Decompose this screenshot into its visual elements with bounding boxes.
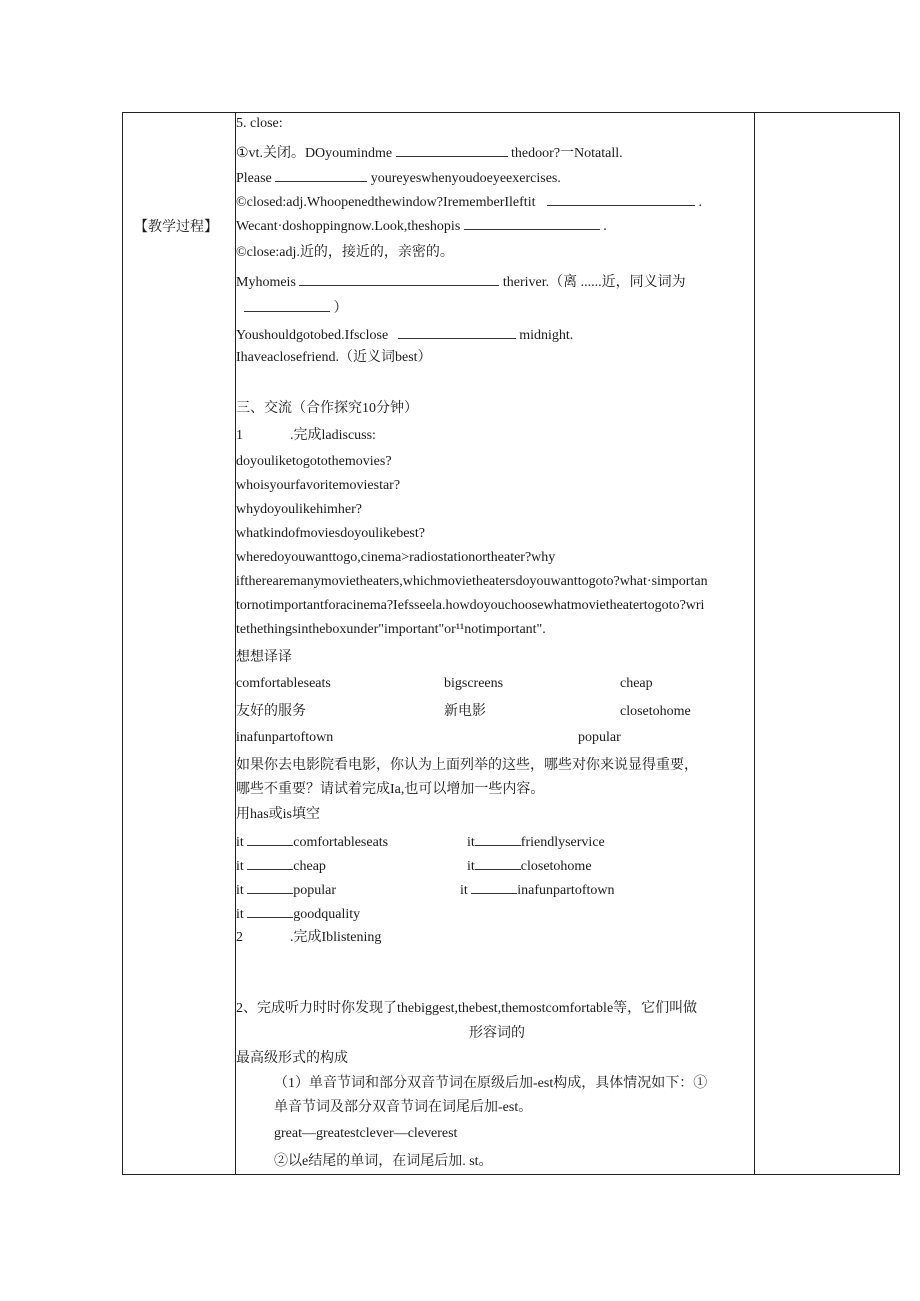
close-line-2-b: youreyeswhenyoudoeyeexercises. [370, 171, 561, 186]
fill-item-5: popular [293, 883, 337, 898]
close-line-8-a: Youshouldgotobed.Ifsclose [236, 328, 389, 343]
word-3: cheap [620, 676, 653, 691]
close-line-1-a: ①vt.关闭。DOyoumindme [236, 146, 393, 161]
superlative-line-1: 2、完成听力时时你发现了thebiggest,thebest,themostcomfortable等，它们叫做 [236, 1001, 698, 1016]
close-line-4 [236, 217, 607, 235]
close-line-1-b: thedoor?一Notatall. [511, 146, 623, 161]
fill-row-2-right [467, 857, 592, 875]
fill-item-4: closetohome [520, 859, 592, 874]
word-5: 新电影 [444, 704, 486, 719]
answer-blank [396, 144, 508, 157]
superlative-line-5: 单音节词及部分双音节词在词尾后加-est。 [274, 1100, 533, 1115]
exchange-item1-num: 1 [236, 428, 243, 443]
it-label: it [236, 859, 244, 874]
answer-blank [299, 273, 499, 286]
close-line-1 [236, 144, 623, 162]
question-5: wheredoyouwanttogo,cinema>radiostationortheater?why [236, 550, 556, 565]
close-line-6-b: theriver.（离 ......近，同义词为 [502, 275, 686, 290]
answer-blank [244, 299, 330, 312]
close-line-2-a: Please [236, 171, 272, 186]
superlative-line-7: ②以e结尾的单词，在词尾后加. st。 [274, 1154, 493, 1169]
close-line-6-a: Myhomeis [236, 275, 296, 290]
answer-blank [275, 169, 367, 182]
superlative-line-4: （1）单音节词和部分双音节词在原级后加-est构成，具体情况如下：① [274, 1076, 708, 1091]
it-label: it [236, 907, 244, 922]
section-label: 【教学过程】 [134, 220, 218, 235]
answer-blank [247, 857, 293, 870]
superlative-line-3: 最高级形式的构成 [236, 1051, 348, 1066]
question-8: tethethingsintheboxunder"important"or¹¹notimportant". [236, 622, 546, 637]
fill-item-3: cheap [293, 859, 326, 874]
close-heading: 5. close: [236, 116, 283, 131]
close-line-7-b: ） [333, 301, 348, 316]
fill-row-1-left [236, 833, 388, 851]
word-7: inafunpartoftown [236, 730, 334, 745]
superlative-line-2: 形容词的 [469, 1026, 525, 1041]
fill-row-3-right [460, 881, 614, 899]
question-7: tornotimportantforacinema?Iefsseela.howdoyouchoosewhatmovietheatertogoto?wri [236, 598, 705, 613]
fill-row-1-right [467, 833, 605, 851]
answer-blank [547, 193, 695, 206]
exchange-heading: 三、交流（合作探究10分钟） [236, 401, 418, 416]
answer-blank [475, 833, 521, 846]
exchange-item2-num: 2 [236, 930, 243, 945]
answer-blank [247, 905, 293, 918]
paragraph-line-2: 哪些不重要？请试着完成Ia,也可以增加一些内容。 [236, 782, 545, 797]
paragraph-line-1: 如果你去电影院看电影，你认为上面列举的这些，哪些对你来说显得重要， [236, 758, 698, 773]
question-2: whoisyourfavoritemoviestar? [236, 478, 401, 493]
close-line-9: Ihaveaclosefriend.（近义词best） [236, 350, 432, 365]
answer-blank [464, 217, 600, 230]
question-3: whydoyoulikehimher? [236, 502, 362, 517]
question-6: iftherearemanymovietheaters,whichmovietheatersdoyouwanttogoto?what·simportan [236, 574, 708, 589]
close-line-8 [236, 326, 573, 344]
close-line-8-b: midnight. [519, 328, 574, 343]
it-label: it [467, 835, 475, 850]
question-1: doyouliketogotothemovies? [236, 454, 392, 469]
fill-item-2: friendlyservice [520, 835, 605, 850]
think-translate: 想想译译 [236, 650, 292, 665]
superlative-line-6: great—greatestclever—cleverest [274, 1126, 458, 1141]
fill-item-6: inafunpartoftown [517, 883, 615, 898]
fill-row-4-left [236, 905, 360, 923]
close-line-4-b: . [603, 219, 607, 234]
close-line-7 [236, 299, 348, 317]
close-line-3-b: . [698, 195, 702, 210]
answer-blank [471, 881, 517, 894]
close-line-2 [236, 169, 561, 187]
fill-item-7: goodquality [293, 907, 361, 922]
exchange-item2-text: .完成Iblistening [290, 930, 382, 945]
column-divider-2 [754, 113, 755, 1174]
word-8: popular [578, 730, 621, 745]
fill-title: 用has或is填空 [236, 807, 320, 822]
it-label: it [467, 859, 475, 874]
answer-blank [475, 857, 521, 870]
word-1: comfortableseats [236, 676, 331, 691]
close-line-4-a: Wecant·doshoppingnow.Look,theshopis [236, 219, 461, 234]
exchange-item1-text: .完成ladiscuss: [290, 428, 376, 443]
answer-blank [398, 326, 516, 339]
question-4: whatkindofmoviesdoyoulikebest? [236, 526, 425, 541]
it-label: it [236, 883, 244, 898]
close-line-6 [236, 273, 686, 291]
it-label: it [236, 835, 244, 850]
fill-row-3-left [236, 881, 336, 899]
close-line-3-a: ©closed:adj.Whoopenedthewindow?IrememberIleftit [236, 195, 536, 210]
answer-blank [247, 833, 293, 846]
lesson-table [122, 112, 900, 1175]
answer-blank [247, 881, 293, 894]
fill-row-2-left [236, 857, 326, 875]
close-line-5: ©close:adj.近的，接近的，亲密的。 [236, 245, 454, 260]
it-label: it [460, 883, 468, 898]
word-4: 友好的服务 [236, 704, 306, 719]
word-2: bigscreens [444, 676, 504, 691]
fill-item-1: comfortableseats [293, 835, 389, 850]
close-line-3 [236, 193, 702, 211]
word-6: closetohome [620, 704, 691, 719]
